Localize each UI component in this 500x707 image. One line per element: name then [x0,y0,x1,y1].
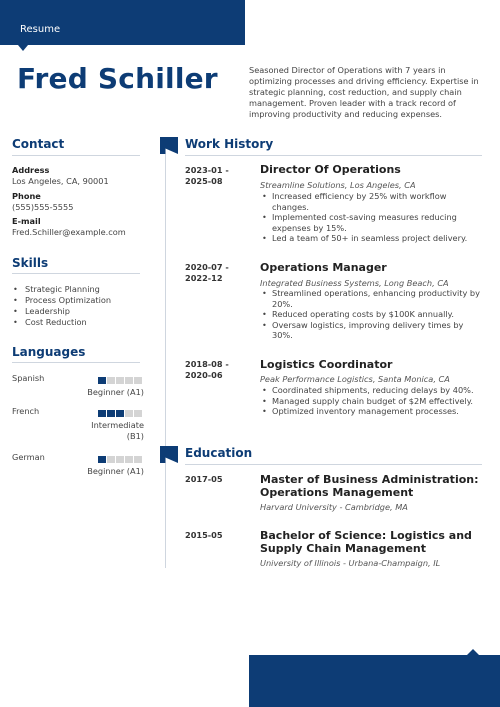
language-level: Intermediate (B1) [91,420,144,441]
work-history-heading: Work History [185,137,274,151]
skill-item: • Process Optimization [12,295,111,306]
job-dates: 2023-01 - 2025-08 [185,165,229,186]
header-banner [0,0,245,45]
level-segment-empty [125,456,133,463]
level-segment-filled [116,410,124,417]
job-dates: 2018-08 - 2020-06 [185,359,229,380]
list-item: • Led a team of 50+ in seamless project delivery. [260,233,482,244]
level-segment-empty [107,377,115,384]
phone-value: (555)555-5555 [12,202,74,212]
education-date: 2015-05 [185,530,223,540]
timeline-rule [165,138,166,568]
list-item: • Optimized inventory management processes. [260,406,482,417]
level-segment-empty [134,456,142,463]
job-company: Peak Performance Logistics, Santa Monica, CA [260,374,450,384]
skill-item: • Strategic Planning [12,284,111,295]
address-label: Address [12,165,50,175]
languages-heading: Languages [12,345,86,359]
footer-block [249,655,500,707]
work-history-divider [185,155,482,156]
education-date: 2017-05 [185,474,223,484]
language-name: French [12,406,40,416]
school-name: Harvard University - Cambridge, MA [260,502,408,512]
contact-divider [12,155,140,156]
degree-title: Bachelor of Science: Logistics and Supply Chain Management [260,529,472,555]
job-title: Director Of Operations [260,163,401,176]
level-segment-empty [116,456,124,463]
language-level: Beginner (A1) [87,387,144,397]
language-level-bar [98,456,142,463]
level-segment-filled [98,377,106,384]
address-value: Los Angeles, CA, 90001 [12,176,109,186]
list-item: • Reduced operating costs by $100K annually. [260,309,482,320]
list-item: • Streamlined operations, enhancing productivity by 20%. [260,288,482,309]
level-segment-empty [134,410,142,417]
contact-heading: Contact [12,137,65,151]
degree-title: Master of Business Administration: Operations Management [260,473,479,499]
skills-list [12,284,111,328]
job-company: Streamline Solutions, Los Angeles, CA [260,180,416,190]
job-title: Operations Manager [260,261,387,274]
job-dates: 2020-07 - 2022-12 [185,262,229,283]
level-segment-empty [125,410,133,417]
language-level-bar [98,410,142,417]
job-bullets [260,385,482,417]
skills-divider [12,273,140,274]
job-bullets [260,191,482,244]
level-segment-empty [134,377,142,384]
flag-icon [160,446,178,463]
summary-text: Seasoned Director of Operations with 7 years in optimizing processes and driving efficiency. Expertise in strategic planning, cost reduction, and supply chain management. Proven leader with a track record of improving productivity and reducing expenses. [249,65,479,119]
candidate-name: Fred Schiller [17,62,218,95]
level-segment-filled [98,410,106,417]
level-segment-filled [98,456,106,463]
email-label: E-mail [12,216,41,226]
banner-notch [18,45,28,51]
school-name: University of Illinois - Urbana-Champaign, IL [260,558,441,568]
skill-item: • Cost Reduction [12,317,111,328]
skill-item: • Leadership [12,306,111,317]
flag-icon [160,137,178,154]
level-segment-empty [116,377,124,384]
job-title: Logistics Coordinator [260,358,393,371]
languages-divider [12,362,140,363]
education-heading: Education [185,446,253,460]
level-segment-empty [107,456,115,463]
list-item: • Oversaw logistics, improving delivery times by 30%. [260,320,482,341]
skills-heading: Skills [12,256,49,270]
level-segment-empty [125,377,133,384]
job-bullets [260,288,482,341]
list-item: • Increased efficiency by 25% with workflow changes. [260,191,482,212]
language-level: Beginner (A1) [87,466,144,476]
level-segment-filled [107,410,115,417]
list-item: • Implemented cost-saving measures reducing expenses by 15%. [260,212,482,233]
education-divider [185,464,482,465]
email-value[interactable]: Fred.Schiller@example.com [12,227,126,237]
list-item: • Coordinated shipments, reducing delays by 40%. [260,385,482,396]
language-name: Spanish [12,373,45,383]
phone-label: Phone [12,191,41,201]
language-name: German [12,452,45,462]
language-level-bar [98,377,142,384]
list-item: • Managed supply chain budget of $2M effectively. [260,396,482,407]
resume-label: Resume [20,24,61,35]
job-company: Integrated Business Systems, Long Beach, CA [260,278,449,288]
